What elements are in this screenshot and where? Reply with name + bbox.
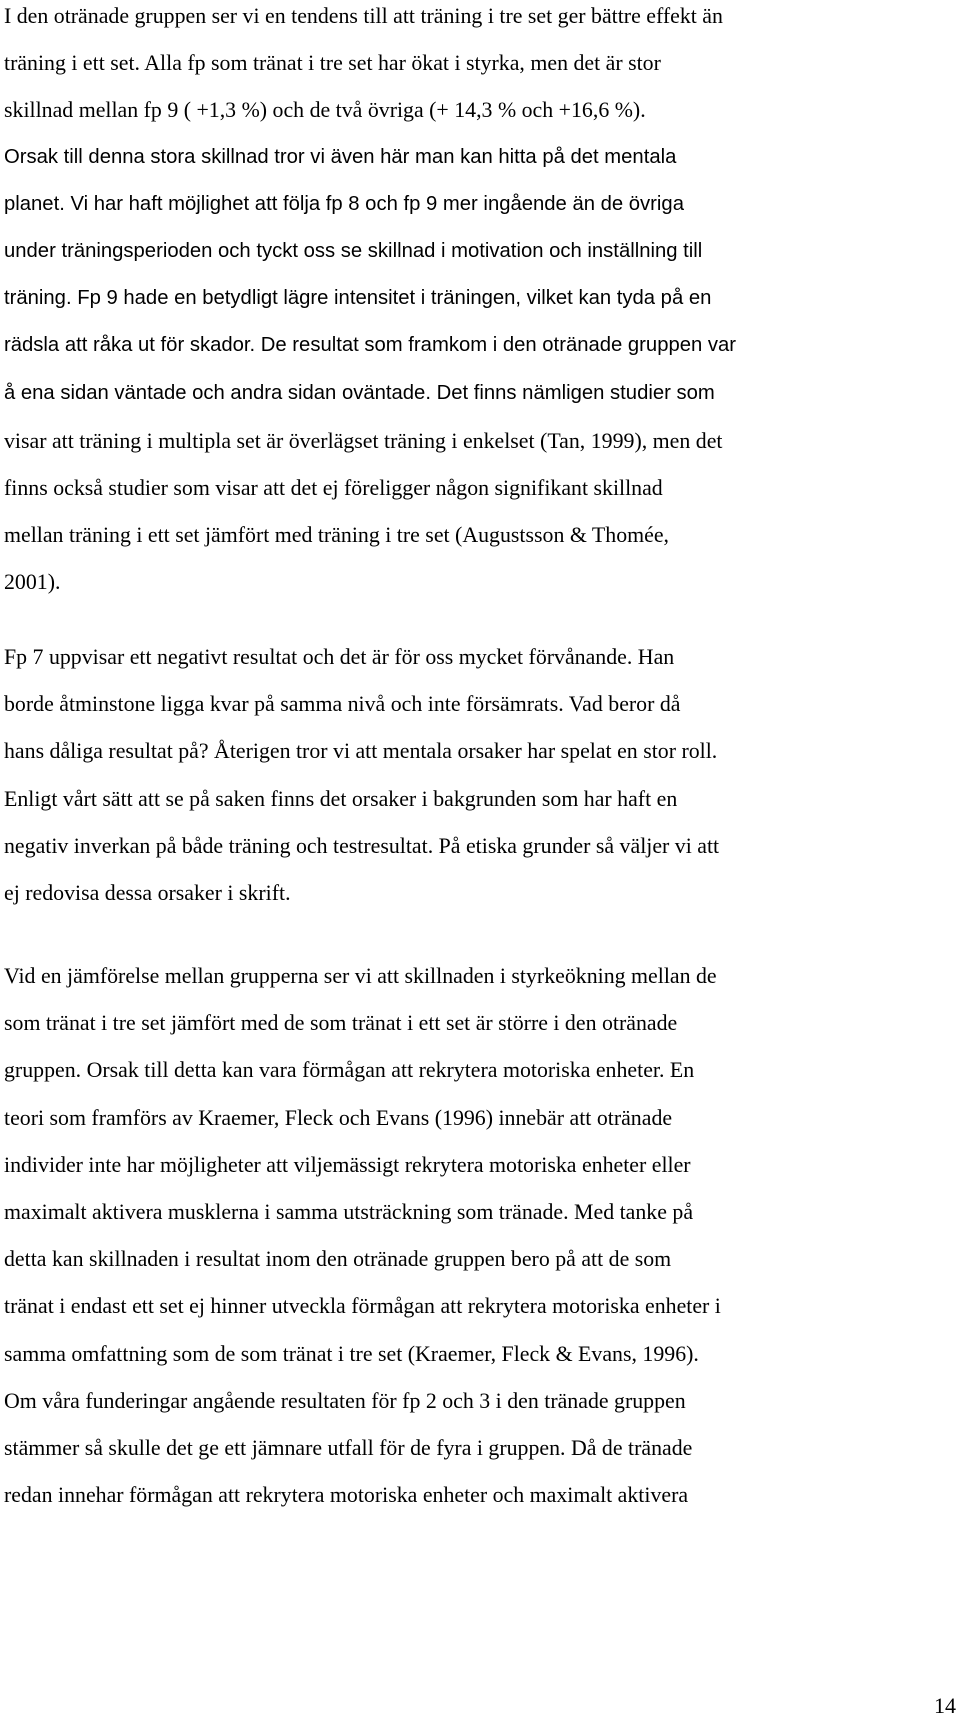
text-line: samma omfattning som de som tränat i tre set (Kraemer, Fleck & Evans, 1996). xyxy=(4,1340,699,1366)
page-number: 14 xyxy=(934,1693,956,1718)
text-line: mellan träning i ett set jämfört med träning i tre set (Augustsson & Thomée, xyxy=(4,522,670,548)
paragraph-3 xyxy=(4,952,960,1518)
text-line: träning i ett set. Alla fp som tränat i tre set har ökat i styrka, men det är stor xyxy=(4,50,661,76)
text-line: redan innehar förmågan att rekrytera motoriska enheter och maximalt aktivera xyxy=(4,1482,689,1508)
text-line: Enligt vårt sätt att se på saken finns det orsaker i bakgrunden som har haft en xyxy=(4,785,678,811)
text-line: I den otränade gruppen ser vi en tendens till att träning i tre set ger bättre effekt än xyxy=(4,3,723,28)
text-line: negativ inverkan på både träning och testresultat. På etiska grunder så väljer vi att xyxy=(4,832,720,858)
text-line: gruppen. Orsak till detta kan vara förmågan att rekrytera motoriska enheter. En xyxy=(4,1057,695,1083)
text-line: under träningsperioden och tyckt oss se skillnad i motivation och inställning till xyxy=(4,239,703,262)
text-line: skillnad mellan fp 9 ( +1,3 %) och de två övriga (+ 14,3 % och +16,6 %). xyxy=(4,97,646,123)
text-line: å ena sidan väntade och andra sidan oväntade. Det finns nämligen studier som xyxy=(4,381,715,404)
text-line: planet. Vi har haft möjlighet att följa fp 8 och fp 9 mer ingående än de övriga xyxy=(4,192,684,215)
text-line: individer inte har möjligheter att viljemässigt rekrytera motoriska enheter eller xyxy=(4,1151,691,1177)
text-line: Fp 7 uppvisar ett negativt resultat och det är för oss mycket förvånande. Han xyxy=(4,644,675,669)
text-line: borde åtminstone ligga kvar på samma nivå och inte försämrats. Vad beror då xyxy=(4,691,681,717)
text-line: rädsla att råka ut för skador. De resultat som framkom i den otränade gruppen var xyxy=(4,334,737,357)
text-line: teori som framförs av Kraemer, Fleck och Evans (1996) innebär att otränade xyxy=(4,1104,673,1130)
paragraph-1 xyxy=(4,0,960,605)
text-line: som tränat i tre set jämfört med de som tränat i ett set är större i den otränade xyxy=(4,1010,678,1036)
text-line: Om våra funderingar angående resultaten för fp 2 och 3 i den tränade gruppen xyxy=(4,1387,686,1413)
text-line: ej redovisa dessa orsaker i skrift. xyxy=(4,879,291,905)
text-line: visar att träning i multipla set är överlägset träning i enkelset (Tan, 1999), men det xyxy=(4,427,723,453)
text-line: träning. Fp 9 hade en betydligt lägre intensitet i träningen, vilket kan tyda på en xyxy=(4,287,712,310)
text-line: Orsak till denna stora skillnad tror vi även här man kan hitta på det mentala xyxy=(4,145,677,168)
text-line: detta kan skillnaden i resultat inom den otränade gruppen bero på att de som xyxy=(4,1246,672,1272)
paragraph-2 xyxy=(4,633,960,916)
text-line: maximalt aktivera musklerna i samma utsträckning som tränade. Med tanke på xyxy=(4,1198,694,1224)
text-line: 2001). xyxy=(4,569,61,595)
text-line: stämmer så skulle det ge ett jämnare utfall för de fyra i gruppen. Då de tränade xyxy=(4,1434,693,1460)
text-line: finns också studier som visar att det ej föreligger någon signifikant skillnad xyxy=(4,474,663,500)
text-line: hans dåliga resultat på? Återigen tror vi att mentala orsaker har spelat en stor roll. xyxy=(4,738,718,764)
text-line: tränat i endast ett set ej hinner utveckla förmågan att rekrytera motoriska enheter i xyxy=(4,1293,721,1319)
text-line: Vid en jämförelse mellan grupperna ser vi att skillnaden i styrkeökning mellan de xyxy=(4,963,717,988)
